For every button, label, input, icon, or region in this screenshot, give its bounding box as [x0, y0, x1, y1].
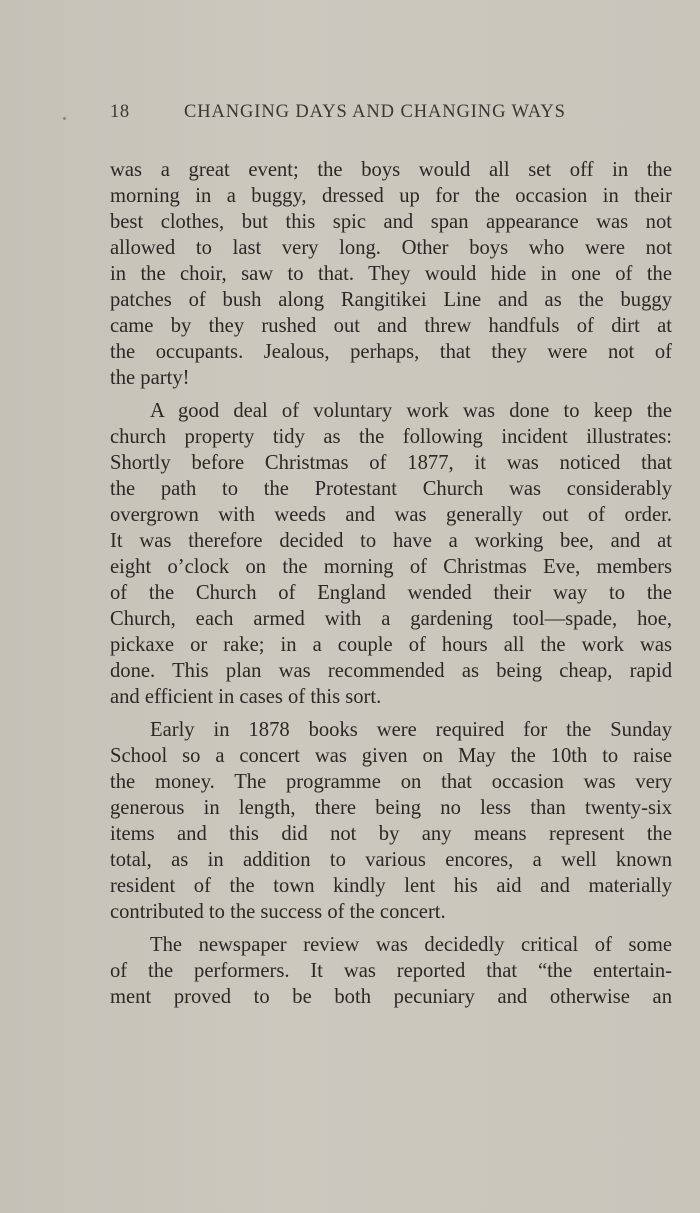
running-head: [110, 102, 600, 128]
text-line: resident of the town kindly lent his aid and materially: [110, 875, 672, 897]
text-line: School so a concert was given on May the 10th to raise: [110, 745, 672, 767]
text-line: of the Church of England wended their way to the: [110, 582, 672, 604]
text-line: of the performers. It was reported that “the entertain-: [110, 960, 672, 982]
body-text: [110, 157, 672, 1010]
text-line: the money. The programme on that occasion was very: [110, 771, 672, 793]
text-line: A good deal of voluntary work was done to keep the: [150, 400, 672, 422]
text-line: and efficient in cases of this sort.: [110, 686, 382, 708]
text-line: overgrown with weeds and was generally out of order.: [110, 504, 672, 526]
text-line: patches of bush along Rangitikei Line and as the buggy: [110, 289, 672, 311]
text-line: ment proved to be both pecuniary and otherwise an: [110, 986, 672, 1008]
running-title: CHANGING DAYS AND CHANGING WAYS: [184, 102, 566, 122]
text-line: Early in 1878 books were required for the Sunday: [150, 719, 672, 741]
text-line: contributed to the success of the concert.: [110, 901, 446, 923]
text-line: The newspaper review was decidedly critical of some: [150, 934, 672, 956]
text-line: eight o’clock on the morning of Christmas Eve, members: [110, 556, 672, 578]
paragraph: [110, 932, 672, 1010]
text-line: the party!: [110, 367, 190, 389]
text-line: came by they rushed out and threw handfuls of dirt at: [110, 315, 672, 337]
text-line: allowed to last very long. Other boys who were not: [110, 237, 672, 259]
text-line: in the choir, saw to that. They would hide in one of the: [110, 263, 672, 285]
text-line: items and this did not by any means represent the: [110, 823, 672, 845]
text-line: best clothes, but this spic and span appearance was not: [110, 211, 672, 233]
paragraph: [110, 398, 672, 710]
paragraph: [110, 157, 672, 391]
text-line: the occupants. Jealous, perhaps, that they were not of: [110, 341, 672, 363]
text-line: was a great event; the boys would all set off in the: [110, 159, 672, 181]
text-line: Shortly before Christmas of 1877, it was noticed that: [110, 452, 672, 474]
paragraph: [110, 717, 672, 925]
page-number: 18: [110, 102, 130, 122]
text-line: done. This plan was recommended as being cheap, rapid: [110, 660, 672, 682]
text-line: the path to the Protestant Church was considerably: [110, 478, 672, 500]
text-line: church property tidy as the following incident illustrates:: [110, 426, 672, 448]
text-line: Church, each armed with a gardening tool—spade, hoe,: [110, 608, 672, 630]
text-line: morning in a buggy, dressed up for the occasion in their: [110, 185, 672, 207]
paper-speck: [63, 117, 66, 120]
text-line: It was therefore decided to have a working bee, and at: [110, 530, 672, 552]
text-line: pickaxe or rake; in a couple of hours all the work was: [110, 634, 672, 656]
text-line: generous in length, there being no less than twenty-six: [110, 797, 672, 819]
text-line: total, as in addition to various encores, a well known: [110, 849, 672, 871]
